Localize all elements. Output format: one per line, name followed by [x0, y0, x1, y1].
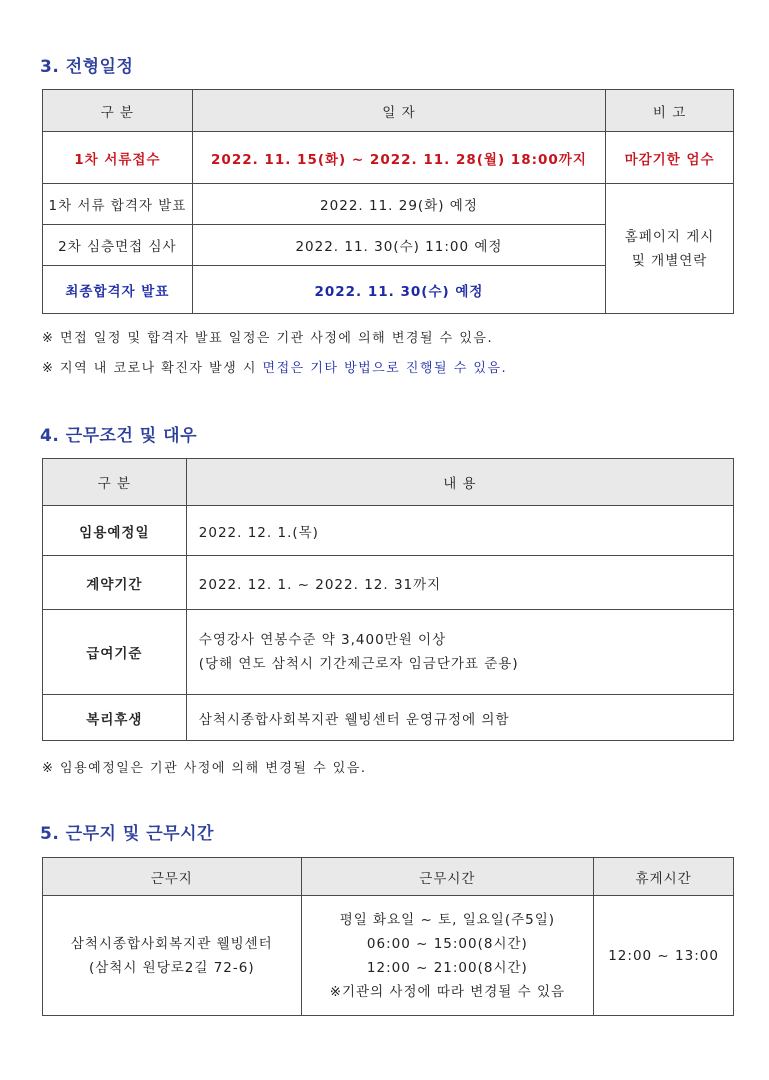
section4-title: 4. 근무조건 및 대우 [40, 426, 197, 446]
conditions-row [43, 506, 734, 556]
section3-title: 3. 전형일정 [40, 57, 134, 77]
workplace-location-line: (삼척시 원당로2길 72-6) [88, 959, 255, 976]
schedule-category: 1차 서류접수 [43, 132, 193, 184]
workplace-break: 12:00 ~ 13:00 [594, 896, 734, 1016]
merged-remark-line: 및 개별연락 [631, 252, 708, 269]
schedule-date: 2022. 11. 29(화) 예정 [192, 184, 605, 225]
schedule-header-remark: 비 고 [606, 90, 734, 132]
conditions-content-line: (당해 연도 삼척시 기간제근로자 임금단가표 준용) [198, 656, 519, 672]
schedule-category: 1차 서류 합격자 발표 [43, 184, 193, 225]
conditions-note: ※ 임용예정일은 기관 사정에 의해 변경될 수 있음. [42, 761, 367, 776]
schedule-row [43, 184, 734, 225]
conditions-header-content: 내 용 [186, 459, 733, 506]
schedule-note-1: ※ 면접 일정 및 합격자 발표 일정은 기관 사정에 의해 변경될 수 있음. [42, 331, 494, 346]
schedule-header-category: 구 분 [43, 90, 193, 132]
workplace-header-hours: 근무시간 [301, 858, 594, 896]
schedule-row [43, 132, 734, 184]
workplace-location [43, 896, 302, 1016]
workplace-hours-line: ※기관의 사정에 따라 변경될 수 있음 [329, 983, 566, 1000]
conditions-content [186, 610, 733, 695]
conditions-table [42, 458, 734, 741]
workplace-hours-line: 12:00 ~ 21:00(8시간) [366, 959, 528, 976]
conditions-row [43, 556, 734, 610]
conditions-category: 계약기간 [43, 556, 187, 610]
schedule-note-2 [42, 357, 507, 376]
workplace-hours [301, 896, 594, 1016]
conditions-content: 2022. 12. 1. ~ 2022. 12. 31까지 [186, 556, 733, 610]
schedule-date: 2022. 11. 30(수) 11:00 예정 [192, 225, 605, 266]
conditions-row [43, 695, 734, 741]
schedule-header-row [43, 90, 734, 132]
conditions-category: 임용예정일 [43, 506, 187, 556]
conditions-content-line: 수영강사 연봉수준 약 3,400만원 이상 [198, 632, 447, 648]
schedule-note-2-prefix: ※ 지역 내 코로나 확진자 발생 시 [42, 361, 263, 376]
schedule-header-date: 일 자 [192, 90, 605, 132]
workplace-location-line: 삼척시종합사회복지관 웰빙센터 [70, 935, 273, 952]
merged-remark-line: 홈페이지 게시 [624, 228, 715, 245]
schedule-category: 최종합격자 발표 [43, 266, 193, 314]
conditions-header-category: 구 분 [43, 459, 187, 506]
conditions-header-row [43, 459, 734, 506]
schedule-date: 2022. 11. 30(수) 예정 [192, 266, 605, 314]
conditions-category: 복리후생 [43, 695, 187, 741]
conditions-row [43, 610, 734, 695]
schedule-date: 2022. 11. 15(화) ~ 2022. 11. 28(월) 18:00까지 [192, 132, 605, 184]
workplace-header-location: 근무지 [43, 858, 302, 896]
workplace-hours-line: 평일 화요일 ~ 토, 일요일(주5일) [339, 911, 556, 928]
section5-title: 5. 근무지 및 근무시간 [40, 824, 214, 844]
schedule-note-2-highlight: 면접은 기타 방법으로 진행될 수 있음. [262, 361, 508, 376]
workplace-header-row [43, 858, 734, 896]
conditions-content: 2022. 12. 1.(목) [186, 506, 733, 556]
schedule-merged-remark [606, 184, 734, 314]
conditions-category: 급여기준 [43, 610, 187, 695]
conditions-content: 삼척시종합사회복지관 웰빙센터 운영규정에 의함 [186, 695, 733, 741]
workplace-hours-line: 06:00 ~ 15:00(8시간) [366, 935, 528, 952]
schedule-remark: 마감기한 엄수 [606, 132, 734, 184]
workplace-table [42, 857, 734, 1016]
workplace-row [43, 896, 734, 1016]
schedule-category: 2차 심층면접 심사 [43, 225, 193, 266]
schedule-table [42, 89, 734, 314]
workplace-header-break: 휴게시간 [594, 858, 734, 896]
